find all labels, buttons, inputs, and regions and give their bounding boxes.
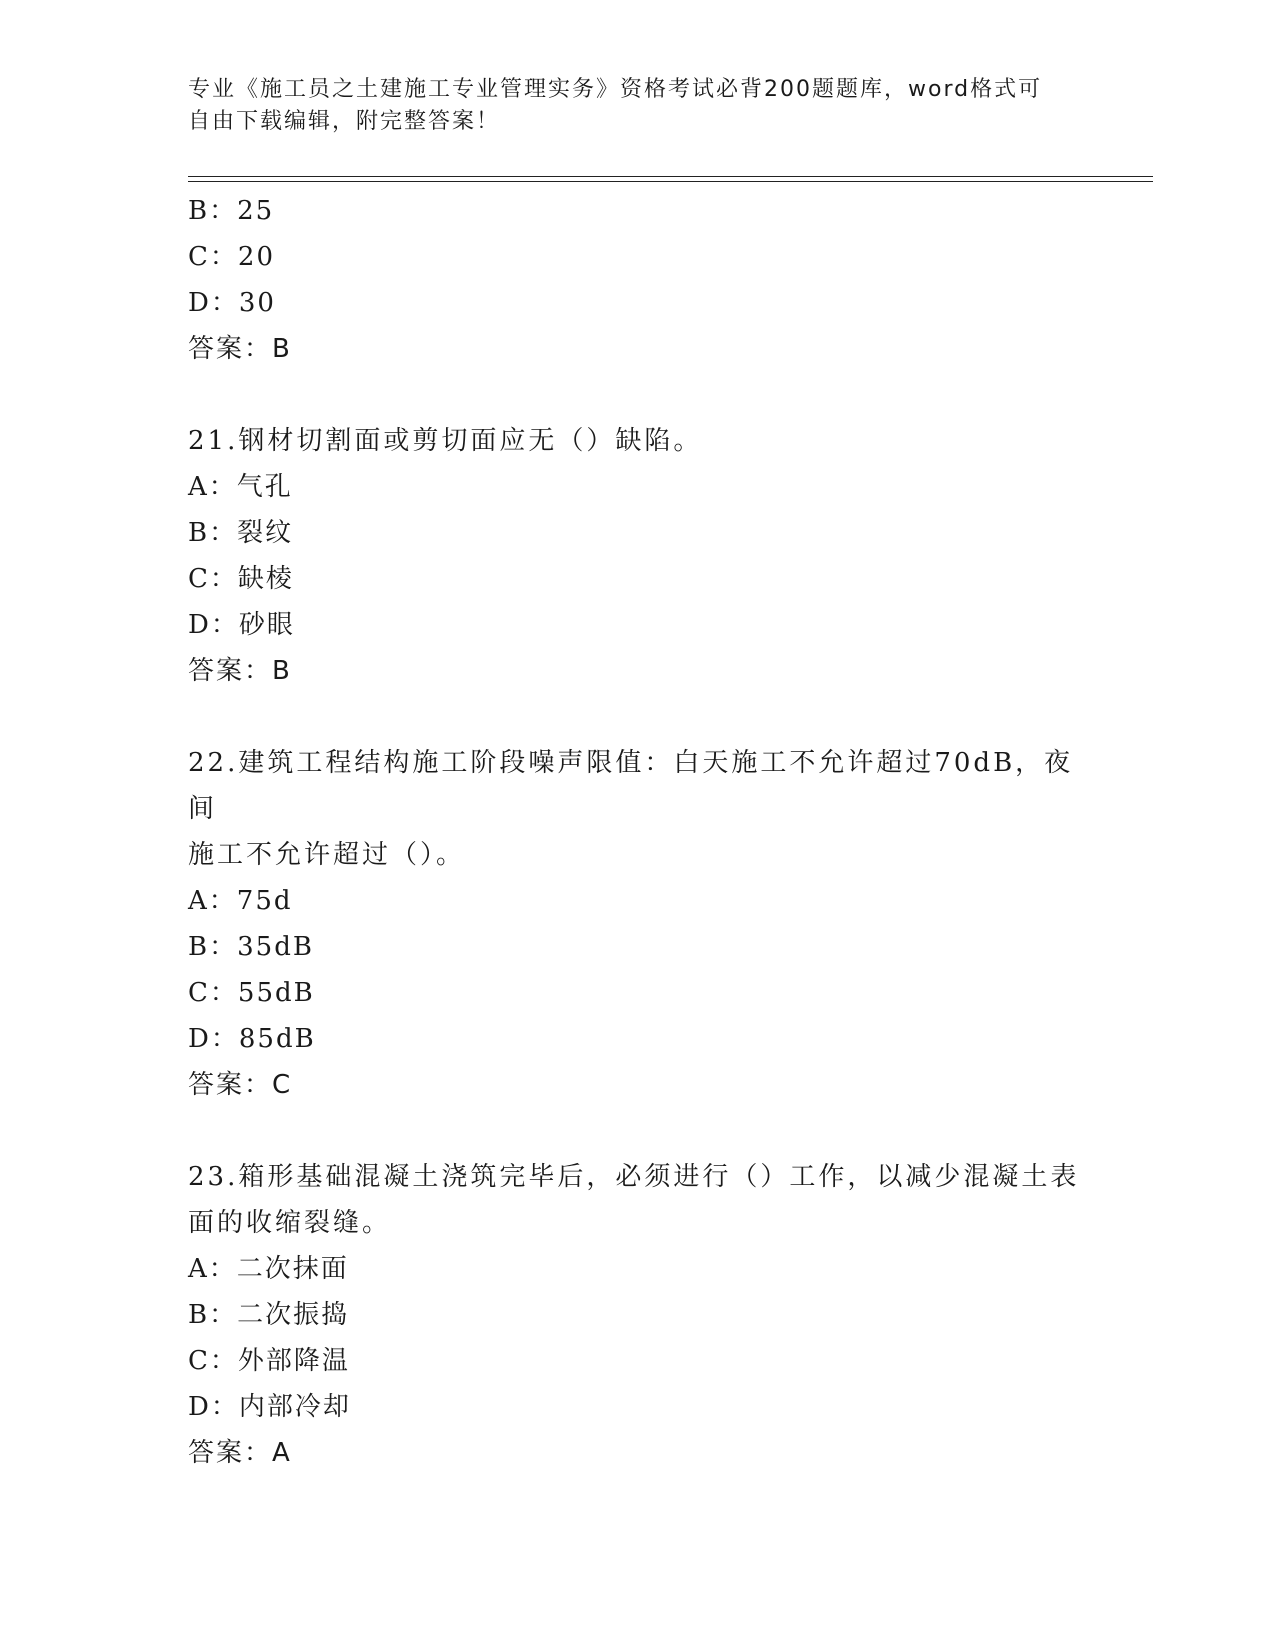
option-text: 20 bbox=[237, 242, 275, 272]
option-text: 二次振捣 bbox=[237, 1300, 350, 1330]
option-label: C： bbox=[188, 242, 238, 272]
option-text: 85dB bbox=[238, 1024, 316, 1054]
question-21 bbox=[188, 418, 1088, 694]
option-c bbox=[188, 1338, 1088, 1384]
option-text: 75d bbox=[236, 886, 293, 916]
answer-line: 答案：A bbox=[188, 1438, 292, 1468]
header-line-1: 专业《施工员之土建施工专业管理实务》资格考试必背200题题库，word格式可 bbox=[188, 77, 1043, 102]
header-rule-top bbox=[188, 176, 1153, 177]
option-a bbox=[188, 464, 1088, 510]
option-d bbox=[188, 280, 1088, 326]
option-label: D： bbox=[188, 610, 239, 640]
option-text: 缺棱 bbox=[237, 564, 294, 594]
option-text: 裂纹 bbox=[237, 518, 294, 548]
answer-line: 答案：C bbox=[188, 1070, 293, 1100]
option-c bbox=[188, 970, 1088, 1016]
option-label: D： bbox=[188, 1024, 239, 1054]
question-stem-line-2: 面的收缩裂缝。 bbox=[188, 1208, 392, 1238]
option-text: 30 bbox=[238, 288, 276, 318]
option-label: C： bbox=[188, 1346, 238, 1376]
option-b bbox=[188, 188, 1088, 234]
question-22 bbox=[188, 740, 1088, 1108]
question-list bbox=[188, 188, 1088, 1476]
option-label: D： bbox=[188, 288, 239, 318]
option-label: C： bbox=[188, 978, 238, 1008]
question-stem-line-2: 施工不允许超过（）。 bbox=[188, 840, 466, 870]
answer-line: 答案：B bbox=[188, 334, 292, 364]
continued-question bbox=[188, 188, 1088, 372]
option-text: 二次抹面 bbox=[236, 1254, 349, 1284]
option-b bbox=[188, 1292, 1088, 1338]
option-text: 砂眼 bbox=[238, 610, 295, 640]
question-stem-line-1: 22.建筑工程结构施工阶段噪声限值：白天施工不允许超过70dB，夜间 bbox=[188, 748, 1074, 824]
option-a bbox=[188, 878, 1088, 924]
option-c bbox=[188, 556, 1088, 602]
option-label: B： bbox=[188, 196, 238, 226]
option-text: 35dB bbox=[237, 932, 314, 962]
option-label: D： bbox=[188, 1392, 239, 1422]
option-label: A： bbox=[188, 886, 237, 916]
option-label: A： bbox=[188, 472, 237, 502]
answer-line: 答案：B bbox=[188, 656, 292, 686]
option-b bbox=[188, 924, 1088, 970]
option-label: A： bbox=[188, 1254, 237, 1284]
option-label: C： bbox=[188, 564, 238, 594]
option-d bbox=[188, 602, 1088, 648]
question-stem: 21.钢材切割面或剪切面应无（）缺陷。 bbox=[188, 426, 703, 456]
header-line-2: 自由下载编辑，附完整答案！ bbox=[188, 109, 501, 134]
option-c bbox=[188, 234, 1088, 280]
option-text: 内部冷却 bbox=[238, 1392, 351, 1422]
option-d bbox=[188, 1016, 1088, 1062]
option-d bbox=[188, 1384, 1088, 1430]
option-text: 气孔 bbox=[236, 472, 293, 502]
option-label: B： bbox=[188, 518, 238, 548]
question-23 bbox=[188, 1154, 1088, 1476]
question-stem-line-1: 23.箱形基础混凝土浇筑完毕后，必须进行（）工作，以减少混凝土表 bbox=[188, 1162, 1080, 1192]
document-header bbox=[188, 74, 1068, 138]
option-text: 外部降温 bbox=[237, 1346, 350, 1376]
option-text: 25 bbox=[237, 196, 275, 226]
option-a bbox=[188, 1246, 1088, 1292]
option-label: B： bbox=[188, 1300, 238, 1330]
header-rule-bottom bbox=[188, 181, 1153, 182]
option-text: 55dB bbox=[237, 978, 315, 1008]
option-label: B： bbox=[188, 932, 238, 962]
option-b bbox=[188, 510, 1088, 556]
